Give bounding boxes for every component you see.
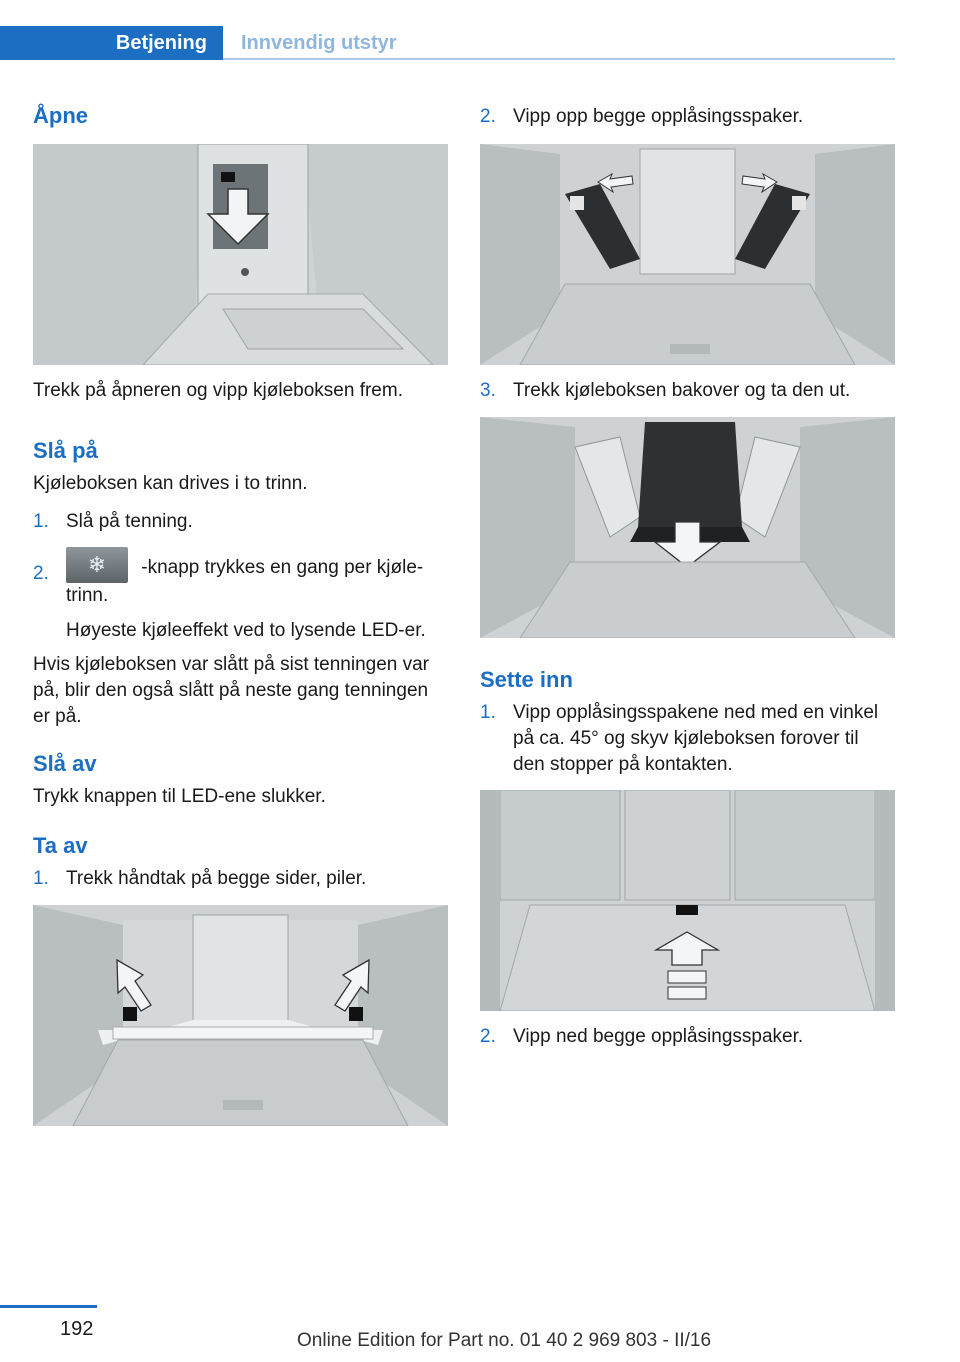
switch-on-paragraph: Hvis kjøleboksen var slått på sist tenningen var på, blir den også slått på neste gang tenningen er på. (33, 654, 430, 727)
step-number: 1. (33, 868, 49, 889)
section-tab: Innvendig utstyr (241, 31, 397, 54)
chapter-tab: Betjening (0, 26, 223, 60)
page-header (0, 26, 895, 60)
list-item (480, 700, 895, 778)
list-item (480, 104, 895, 130)
page-number: 192 (60, 1318, 94, 1340)
figure-flip-levers (480, 144, 895, 365)
step-note: Høyeste kjøleeffekt ved to lysende LED-er. (66, 620, 426, 641)
figure-pull-out-cooler (480, 417, 895, 638)
step-text: Slå på tenning. (66, 511, 193, 532)
header-rule (223, 58, 895, 60)
figure-open-cooler (33, 144, 448, 365)
page-number-rule (0, 1305, 97, 1308)
list-item (33, 509, 448, 535)
open-instruction: Trekk på åpneren og vipp kjøleboksen frem. (33, 380, 403, 401)
switch-off-text: Trykk knappen til LED-ene slukker. (33, 786, 326, 807)
step-text: Trekk kjøleboksen bakover og ta den ut. (513, 380, 851, 401)
heading-insert: Sette inn (480, 667, 573, 692)
heading-open: Åpne (33, 103, 88, 128)
step-number: 1. (480, 702, 496, 723)
figure-pull-handles (33, 905, 448, 1126)
step-text: Trekk håndtak på begge sider, piler. (66, 868, 367, 889)
heading-switch-on: Slå på (33, 438, 98, 463)
step-content (66, 547, 448, 609)
step-number: 1. (33, 511, 49, 532)
snowflake-icon: ❄ (66, 547, 128, 583)
list-item (33, 552, 448, 613)
heading-switch-off: Slå av (33, 751, 97, 776)
switch-on-intro: Kjøleboksen kan drives i to trinn. (33, 473, 308, 494)
edition-text: Online Edition for Part no. 01 40 2 969 803 - II/16 (297, 1330, 712, 1351)
list-item (480, 1024, 895, 1050)
step-text: -knapp trykkes en gang per kjøletrinn. (66, 557, 424, 606)
step-text: Vipp ned begge opplåsingsspaker. (513, 1026, 804, 1047)
list-item (480, 378, 895, 404)
step-text: Vipp opplåsingsspakene ned med en vinkel på ca. 45° og skyv kjøleboksen forover til den stopper på kontakten. (513, 702, 879, 775)
figure-insert-cooler (480, 790, 895, 1011)
step-number: 2. (480, 1026, 496, 1047)
step-number: 3. (480, 380, 496, 401)
list-item (33, 866, 448, 892)
heading-remove: Ta av (33, 833, 88, 858)
step-number: 2. (33, 563, 49, 584)
step-text: Vipp opp begge opplåsingsspaker. (513, 106, 804, 127)
step-number: 2. (480, 106, 496, 127)
